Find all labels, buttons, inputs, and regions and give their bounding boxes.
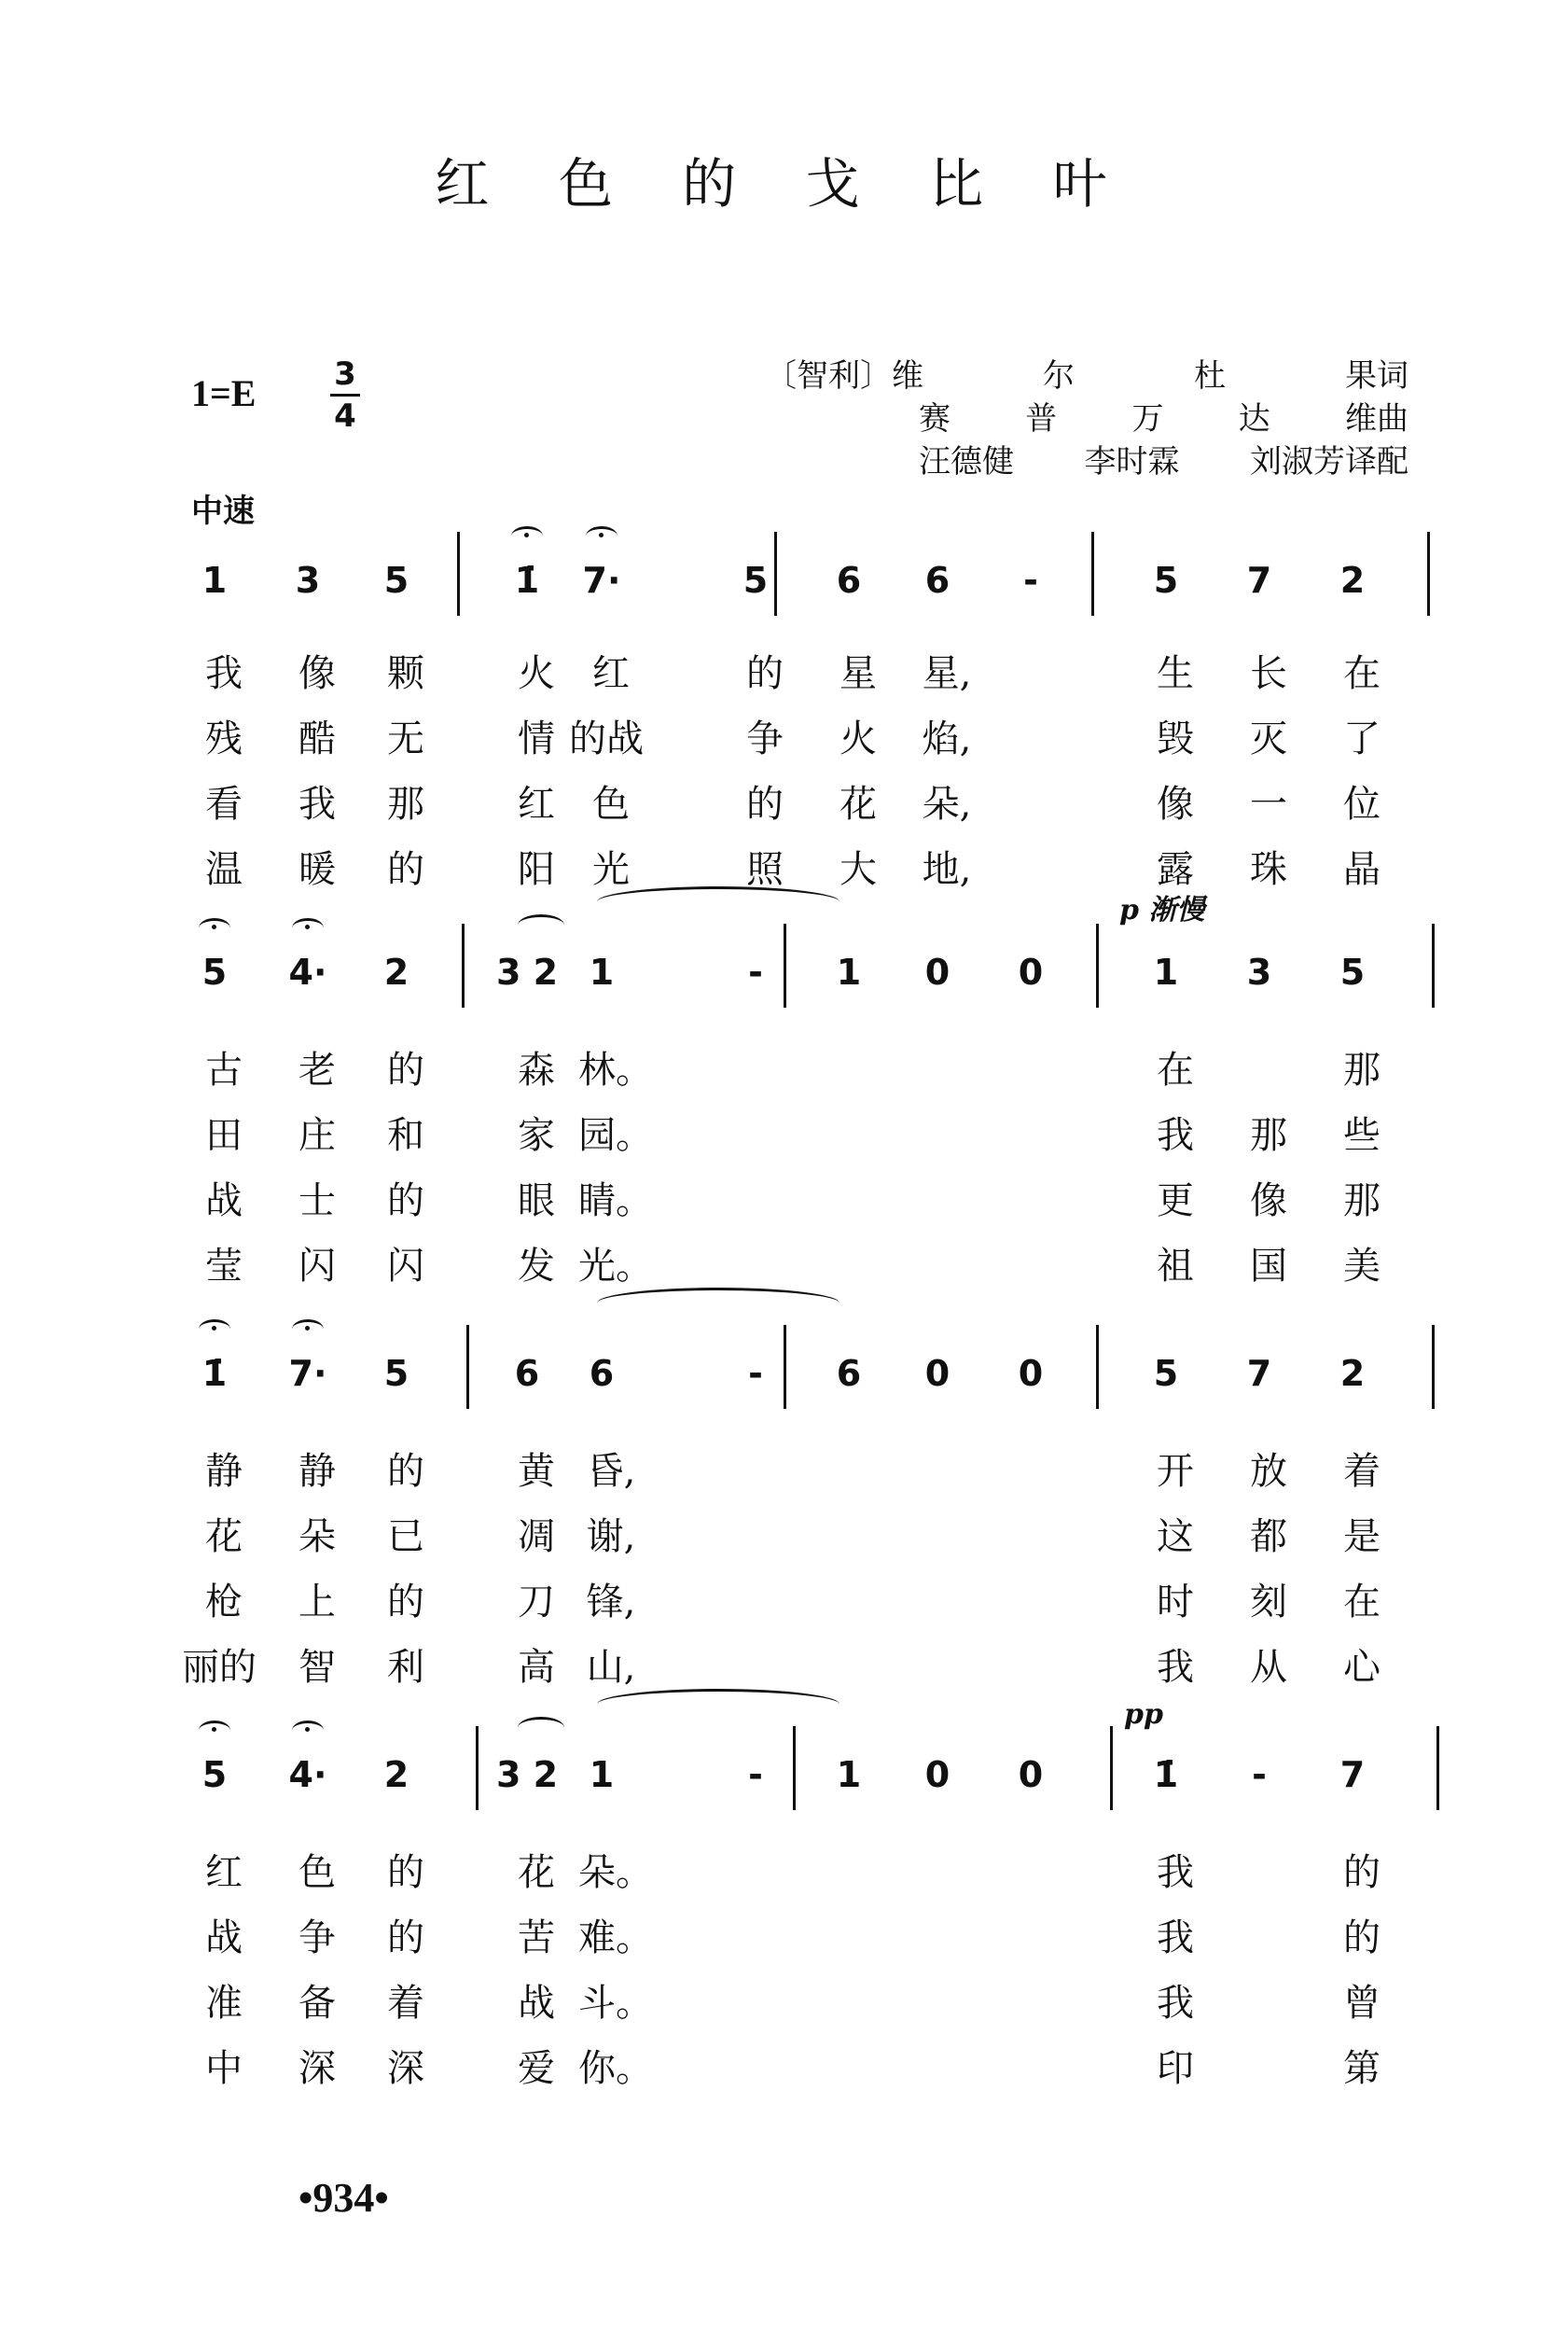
lyric-word: 红 [518,783,555,826]
lyric-word: 高 [518,1646,555,1689]
lyric-word: 的 [1343,1851,1381,1894]
note: 0 [1018,1754,1044,1795]
lyric-word: 谢, [586,1515,636,1558]
lyric-word: 发 [518,1245,555,1288]
lyric-word: 毁 [1157,718,1194,760]
lyric-word: 地, [922,848,972,891]
note: 3 [295,560,321,601]
lyric-word: 红 [205,1851,243,1894]
note: 5 [201,952,228,993]
lyric-word: 家 [518,1114,555,1157]
barline [793,1726,796,1810]
barline [774,532,777,616]
note: 2 [1339,560,1366,601]
barline [1432,924,1435,1008]
lyric-word: 静 [298,1450,336,1493]
lyric-word: 时 [1157,1581,1194,1623]
lyric-word: 刻 [1250,1581,1287,1623]
lyric-word: 印 [1157,2047,1194,2090]
lyric-word: 森 [518,1049,555,1092]
lyric-word: 火 [840,718,877,760]
lyric-word: 的 [387,1916,424,1959]
lyric-word: 是 [1343,1515,1381,1558]
lyric-word: 刀 [518,1581,555,1623]
lyric-word: 林。 [578,1049,653,1092]
barline [1096,1325,1099,1409]
note: 4· [288,1754,327,1795]
dynamic-marking: pp [1124,1698,1163,1731]
lyric-word: 阳 [518,848,555,891]
lyric-word: 光。 [578,1245,653,1288]
lyric-verse [0,1040,1568,1106]
lyric-word: 我 [1157,1916,1194,1959]
lyric-word: 我 [1157,1646,1194,1689]
note: 1 [589,1754,615,1795]
lyric-word: 闪 [298,1245,336,1288]
lyric-word: 的 [387,1450,424,1493]
lyric-word: 利 [387,1646,424,1689]
lyric-word: 静 [205,1450,243,1493]
lyric-word: 温 [205,848,243,891]
lyric-word: 酷 [298,718,336,760]
credit-composer: 赛 普 万 达 维曲 [919,400,1408,438]
lyric-word: 爱 [518,2047,555,2090]
lyric-word: 争 [746,718,784,760]
tie-slur [597,1288,840,1318]
lyric-word: 那 [1250,1114,1287,1157]
note: 1 [836,1754,862,1795]
lyric-word: 我 [205,652,243,695]
fermata-icon [199,918,230,938]
lyric-word: 像 [1157,783,1194,826]
note: 0 [1018,1353,1044,1394]
lyric-word: 一 [1250,783,1287,826]
lyric-word: 国 [1250,1245,1287,1288]
lyric-word: 露 [1157,848,1194,891]
tie-slur [597,1689,840,1720]
lyric-verse [0,1171,1568,1236]
barline [457,532,460,616]
page-title: 红 色 的 戈 比 叶 [435,152,1133,216]
lyric-verse [0,1106,1568,1171]
notes-row [0,924,1568,1008]
note: 5 [383,560,409,601]
note: - [1023,560,1038,601]
lyric-word: 的 [387,1581,424,1623]
lyric-verse [0,644,1568,709]
note: 3 2 [495,952,559,993]
note: 1 [589,952,615,993]
lyric-word: 位 [1343,783,1381,826]
slur [518,914,564,936]
time-signature [326,355,364,436]
lyric-word: 更 [1157,1179,1194,1222]
lyric-word: 锋, [586,1581,636,1623]
fermata-icon [292,1721,324,1740]
lyric-word: 中 [205,2047,243,2090]
note: 4· [288,952,327,993]
time-sig-bottom: 4 [334,397,356,435]
note: 0 [1018,952,1044,993]
lyric-word: 战 [518,1982,555,2025]
note: - [748,1353,763,1394]
note: 5 [1153,560,1179,601]
note: 6 [924,560,951,601]
note: 3 [1246,952,1272,993]
lyric-word: 难。 [578,1916,653,1959]
credit-translators: 汪德健 李时霖 刘淑芳译配 [919,443,1408,481]
lyric-word: 星 [840,652,877,695]
lyric-word: 老 [298,1049,336,1092]
lyric-word: 了 [1343,718,1381,760]
lyric-word: 色 [592,783,630,826]
lyric-word: 的 [387,1049,424,1092]
barline [1427,532,1430,616]
tempo-marking: 中速 [191,493,255,530]
lyric-word: 红 [592,652,630,695]
lyric-word: 争 [298,1916,336,1959]
note: 5 [1153,1353,1179,1394]
barline [1436,1726,1439,1810]
lyric-word: 开 [1157,1450,1194,1493]
lyric-word: 暖 [298,848,336,891]
lyrics-block [0,1843,1568,2104]
note: - [748,1754,763,1795]
lyric-word: 士 [298,1179,336,1222]
note: 7· [288,1353,327,1394]
lyric-verse [0,1572,1568,1637]
lyric-word: 昏, [586,1450,636,1493]
fermata-icon [292,1319,324,1339]
lyric-word: 田 [205,1114,243,1157]
lyrics-block [0,1442,1568,1703]
lyric-word: 深 [387,2047,424,2090]
note: 0 [924,952,951,993]
lyric-word: 我 [1157,1114,1194,1157]
barline [784,924,786,1008]
lyric-word: 色 [298,1851,336,1894]
note: 7 [1339,1754,1366,1795]
lyric-word: 着 [387,1982,424,2025]
note: 7 [1246,560,1272,601]
lyric-word: 残 [205,718,243,760]
barline [476,1726,479,1810]
lyric-word: 闪 [387,1245,424,1288]
fermata-icon [511,526,543,546]
barline [1091,532,1094,616]
lyric-word: 你。 [578,2047,653,2090]
note: 5 [201,1754,228,1795]
lyric-word: 灭 [1250,718,1287,760]
lyric-word: 无 [387,718,424,760]
lyric-word: 在 [1157,1049,1194,1092]
lyric-word: 大 [840,848,877,891]
lyric-word: 星, [922,652,972,695]
note: 6 [514,1353,540,1394]
lyric-word: 的 [387,1179,424,1222]
lyric-word: 已 [387,1515,424,1558]
lyric-word: 长 [1250,652,1287,695]
note: 5 [742,560,769,601]
lyric-word: 照 [746,848,784,891]
barline [784,1325,786,1409]
lyric-word: 花 [205,1515,243,1558]
lyric-word: 凋 [518,1515,555,1558]
lyric-word: 看 [205,783,243,826]
lyric-word: 像 [298,652,336,695]
lyric-word: 那 [1343,1049,1381,1092]
lyric-word: 的 [746,783,784,826]
note: 3 2 [495,1754,559,1795]
lyric-word: 苦 [518,1916,555,1959]
lyric-word: 枪 [205,1581,243,1623]
lyric-word: 在 [1343,1581,1381,1623]
lyric-word: 战 [205,1179,243,1222]
lyric-word: 在 [1343,652,1381,695]
note: 1̇ [514,560,540,601]
lyric-word: 斗。 [578,1982,653,2025]
lyric-word: 我 [298,783,336,826]
credits [765,355,1408,483]
lyric-word: 准 [205,1982,243,2025]
fermata-icon [199,1721,230,1740]
notes-row [0,532,1568,616]
lyrics-block [0,1040,1568,1302]
note: 2 [383,952,409,993]
lyric-word: 放 [1250,1450,1287,1493]
note: 2 [383,1754,409,1795]
lyric-verse [0,774,1568,840]
note: 5 [1339,952,1366,993]
lyric-word: 朵 [298,1515,336,1558]
note: 7 [1246,1353,1272,1394]
lyric-word: 珠 [1250,848,1287,891]
note: 1 [1153,952,1179,993]
lyric-word: 我 [1157,1851,1194,1894]
fermata-icon [586,526,617,546]
lyric-word: 晶 [1343,848,1381,891]
note: 7· [582,560,621,601]
lyric-word: 眼 [518,1179,555,1222]
lyric-word: 那 [1343,1179,1381,1222]
lyric-word: 光 [592,848,630,891]
lyric-word: 像 [1250,1179,1287,1222]
note: 5 [383,1353,409,1394]
lyric-word: 美 [1343,1245,1381,1288]
lyric-word: 朵。 [578,1851,653,1894]
lyric-word: 颗 [387,652,424,695]
dynamic-marking: p 渐慢 [1119,894,1205,927]
lyric-word: 古 [205,1049,243,1092]
credit-lyricist: 〔智利〕维 尔 杜 果词 [765,357,1408,395]
lyric-verse [0,2039,1568,2104]
barline [1110,1726,1113,1810]
barline [462,924,465,1008]
lyric-word: 我 [1157,1982,1194,2025]
lyric-word: 情 [518,718,555,760]
note: 2 [1339,1353,1366,1394]
slur [518,1717,564,1738]
lyric-word: 着 [1343,1450,1381,1493]
lyric-word: 黄 [518,1450,555,1493]
lyric-word: 庄 [298,1114,336,1157]
note: 0 [924,1353,951,1394]
lyric-word: 的 [387,1851,424,1894]
lyric-verse [0,1973,1568,2039]
lyric-word: 祖 [1157,1245,1194,1288]
fermata-icon [292,918,324,938]
lyric-word: 从 [1250,1646,1287,1689]
lyric-word: 深 [298,2047,336,2090]
lyric-verse [0,709,1568,774]
note: - [1252,1754,1267,1795]
lyric-word: 花 [518,1851,555,1894]
lyric-word: 花 [840,783,877,826]
lyric-word: 的 [387,848,424,891]
lyrics-block [0,644,1568,905]
note: - [748,952,763,993]
lyric-word: 备 [298,1982,336,2025]
lyric-word: 些 [1343,1114,1381,1157]
time-sig-top: 3 [334,355,356,393]
lyric-word: 这 [1157,1515,1194,1558]
lyric-verse [0,1908,1568,1973]
note: 6 [836,1353,862,1394]
page-number: •934• [298,2175,389,2221]
lyric-word: 心 [1343,1646,1381,1689]
lyric-verse [0,1843,1568,1908]
lyric-verse [0,1442,1568,1507]
note: 6 [589,1353,615,1394]
lyric-word: 园。 [578,1114,653,1157]
notes-row [0,1325,1568,1409]
lyric-word: 都 [1250,1515,1287,1558]
note: 6 [836,560,862,601]
lyric-word: 的 [746,652,784,695]
lyric-word: 第 [1343,2047,1381,2090]
lyric-word: 的 [1343,1916,1381,1959]
note: 0 [924,1754,951,1795]
lyric-word: 火 [518,652,555,695]
barline [1432,1325,1435,1409]
lyric-word: 智 [298,1646,336,1689]
note: 1 [201,560,228,601]
lyric-word: 的战 [569,718,644,760]
lyric-word: 莹 [205,1245,243,1288]
lyric-verse [0,1507,1568,1572]
lyric-word: 睛。 [578,1179,653,1222]
lyric-word: 曾 [1343,1982,1381,2025]
lyric-word: 上 [298,1581,336,1623]
barline [466,1325,469,1409]
notes-row [0,1726,1568,1810]
lyric-word: 和 [387,1114,424,1157]
note: 1̇ [1153,1754,1179,1795]
tie-slur [597,886,840,917]
lyric-word: 朵, [922,783,972,826]
lyric-word: 战 [205,1916,243,1959]
fermata-icon [199,1319,230,1339]
lyric-word: 焰, [922,718,972,760]
key-signature: 1=E [191,372,257,414]
lyric-word: 丽的 [182,1646,257,1689]
barline [1096,924,1099,1008]
lyric-word: 那 [387,783,424,826]
note: 1̇ [201,1353,228,1394]
lyric-word: 生 [1157,652,1194,695]
lyric-word: 山, [586,1646,636,1689]
note: 1 [836,952,862,993]
